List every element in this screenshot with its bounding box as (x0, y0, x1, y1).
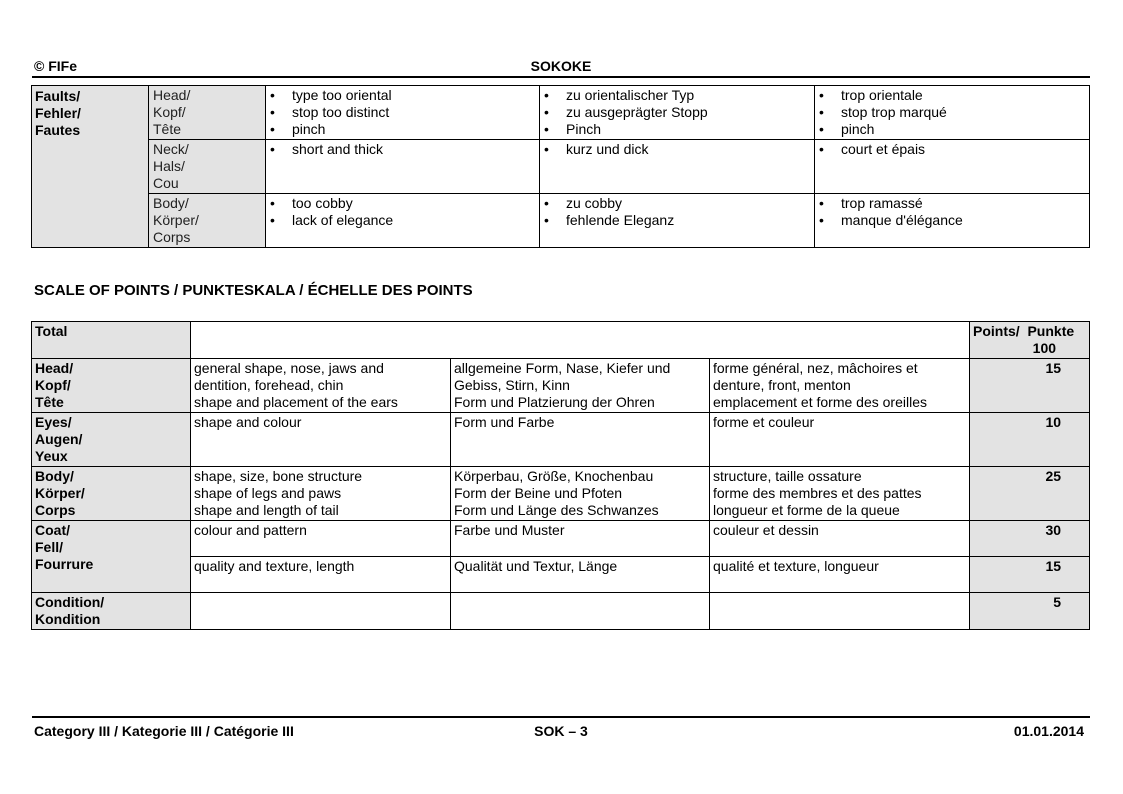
scale-desc-fr (710, 593, 970, 630)
page-number: SOK – 3 (534, 723, 588, 739)
points-value: 15 (1030, 557, 1090, 593)
points-value: 30 (1030, 521, 1090, 557)
scale-of-points-table (31, 321, 1090, 630)
faults-table (31, 85, 1090, 248)
fault-part-neck: Neck/ Hals/ Cou (149, 140, 266, 194)
faults-category: Faults/ Fehler/ Fautes (32, 86, 149, 248)
scale-row (32, 557, 1090, 593)
faults-row (32, 140, 1090, 194)
fault-part-body: Body/ Körper/ Corps (149, 194, 266, 248)
total-blank (191, 322, 970, 359)
fault-part-head: Head/ Kopf/ Tête (149, 86, 266, 140)
scale-desc-de: Qualität und Textur, Länge (451, 557, 710, 593)
scale-desc-en: shape and colour (191, 413, 451, 467)
scale-desc-fr: forme général, nez, mâchoires et denture, front, menton emplacement et forme des oreilles (710, 359, 970, 413)
total-row (32, 322, 1090, 359)
points-value: 25 (1030, 467, 1090, 521)
points-value: 10 (1030, 413, 1090, 467)
scale-desc-en: shape, size, bone structure shape of legs and paws shape and length of tail (191, 467, 451, 521)
fault-list-de: • zu cobby • fehlende Eleganz (540, 194, 815, 248)
scale-label-body: Body/ Körper/ Corps (32, 467, 191, 521)
scale-desc-en: general shape, nose, jaws and dentition, forehead, chin shape and placement of the ears (191, 359, 451, 413)
fault-list-en: • short and thick (266, 140, 540, 194)
scale-row (32, 413, 1090, 467)
points-value: 15 (1030, 359, 1090, 413)
fault-list-de: • kurz und dick (540, 140, 815, 194)
scale-row (32, 521, 1090, 557)
scale-desc-de: Form und Farbe (451, 413, 710, 467)
page-footer (32, 716, 1090, 742)
scale-desc-en: colour and pattern (191, 521, 451, 557)
scale-desc-en: quality and texture, length (191, 557, 451, 593)
scale-desc-de: Körperbau, Größe, Knochenbau Form der Beine und Pfoten Form und Länge des Schwanzes (451, 467, 710, 521)
faults-row (32, 194, 1090, 248)
faults-row (32, 86, 1090, 140)
fault-list-en: • too cobby • lack of elegance (266, 194, 540, 248)
scale-desc-de: Farbe und Muster (451, 521, 710, 557)
fault-list-en: • type too oriental • stop too distinct • pinch (266, 86, 540, 140)
scale-row (32, 593, 1090, 630)
scale-title: SCALE OF POINTS / PUNKTESKALA / ÉCHELLE DES POINTS (34, 282, 473, 299)
category-label: Category III / Kategorie III / Catégorie III (34, 723, 294, 739)
scale-desc-de: allgemeine Form, Nase, Kiefer und Gebiss, Stirn, Kinn Form und Platzierung der Ohren (451, 359, 710, 413)
fault-list-fr: • trop orientale • stop trop marqué • pinch (815, 86, 1090, 140)
fault-list-de: • zu orientalischer Typ • zu ausgeprägter Stopp • Pinch (540, 86, 815, 140)
scale-label-condition: Condition/ Kondition (32, 593, 191, 630)
scale-desc-en (191, 593, 451, 630)
scale-desc-de (451, 593, 710, 630)
scale-label-head: Head/ Kopf/ Tête (32, 359, 191, 413)
scale-desc-fr: couleur et dessin (710, 521, 970, 557)
scale-row (32, 467, 1090, 521)
document-date: 01.01.2014 (1013, 723, 1084, 739)
copyright: © FIFe (34, 58, 77, 74)
scale-label-coat: Coat/ Fell/ Fourrure (32, 521, 191, 593)
scale-desc-fr: forme et couleur (710, 413, 970, 467)
total-label: Total (32, 322, 191, 359)
fault-list-fr: • court et épais (815, 140, 1090, 194)
breed-title: SOKOKE (530, 58, 592, 74)
fault-list-fr: • trop ramassé • manque d'élégance (815, 194, 1090, 248)
points-value: 5 (1030, 593, 1090, 630)
points-header: Points/ Punkte 100 (970, 322, 1090, 359)
scale-desc-fr: qualité et texture, longueur (710, 557, 970, 593)
scale-desc-fr: structure, taille ossature forme des membres et des pattes longueur et forme de la queue (710, 467, 970, 521)
total-points: 100 (1032, 340, 1057, 356)
page-header (32, 58, 1090, 78)
scale-row (32, 359, 1090, 413)
scale-label-eyes: Eyes/ Augen/ Yeux (32, 413, 191, 467)
